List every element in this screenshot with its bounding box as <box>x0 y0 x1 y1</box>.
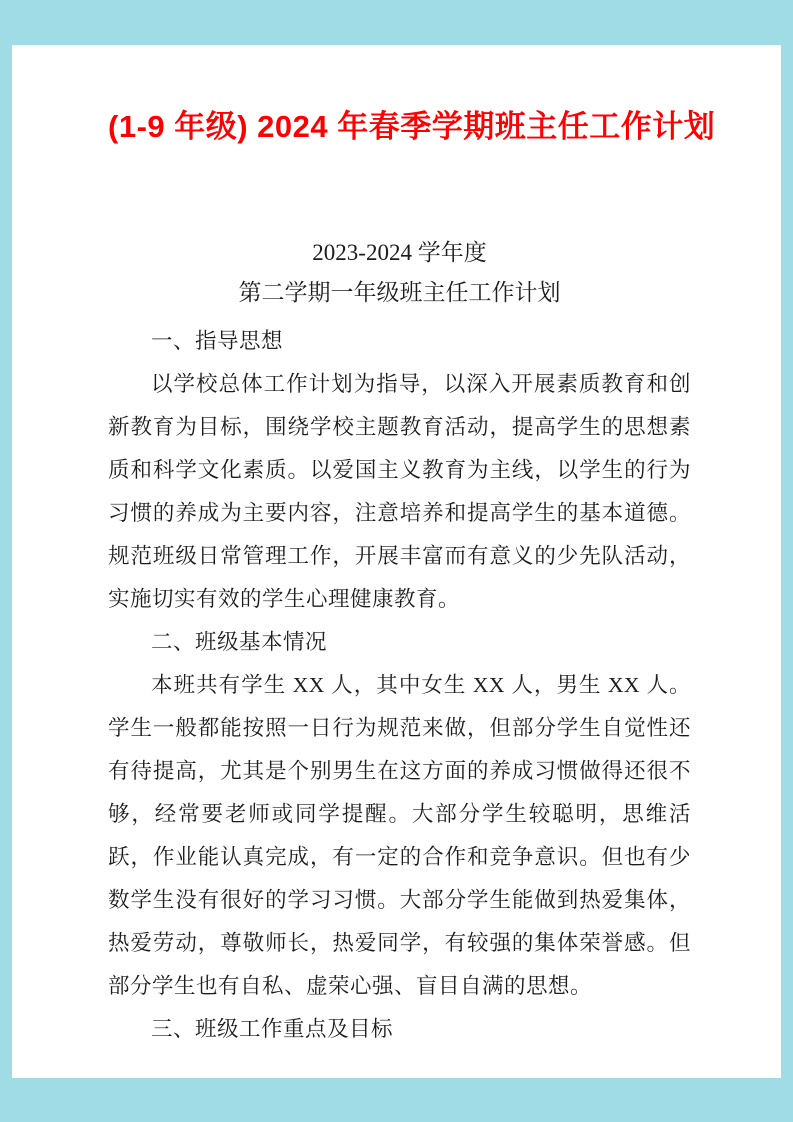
document-content <box>12 45 781 1051</box>
section-paragraph-2: 本班共有学生 XX 人，其中女生 XX 人，男生 XX 人。学生一般都能按照一日行为规范来做，但部分学生自觉性还有待提高，尤其是个别男生在这方面的养成习惯做得还很不够，经常要老师或同学提醒。大部分学生较聪明，思维活跃，作业能认真完成，有一定的合作和竞争意识。但也有少数学生没有很好的学习习惯。大部分学生能做到热爱集体，热爱劳动，尊敬师长，热爱同学，有较强的集体荣誉感。但部分学生也有自私、虚荣心强、盲目自满的思想。 <box>108 673 691 998</box>
section-heading-1: 一、指导思想 <box>151 329 284 353</box>
document-page <box>12 45 781 1078</box>
school-year-heading: 2023-2024 学年度 <box>312 240 487 265</box>
section-heading-2: 二、班级基本情况 <box>151 630 328 654</box>
section-heading-3: 三、班级工作重点及目标 <box>151 1017 394 1041</box>
semester-heading: 第二学期一年级班主任工作计划 <box>238 280 561 305</box>
section-paragraph-1: 以学校总体工作计划为指导，以深入开展素质教育和创新教育为目标，围绕学校主题教育活动，提高学生的思想素质和科学文化素质。以爱国主义教育为主线，以学生的行为习惯的养成为主要内容，注意培养和提高学生的基本道德。规范班级日常管理工作，开展丰富而有意义的少先队活动，实施切实有效的学生心理健康教育。 <box>108 372 691 611</box>
document-body <box>108 320 691 1051</box>
document-title: (1-9 年级) 2024 年春季学期班主任工作计划 <box>108 109 716 144</box>
